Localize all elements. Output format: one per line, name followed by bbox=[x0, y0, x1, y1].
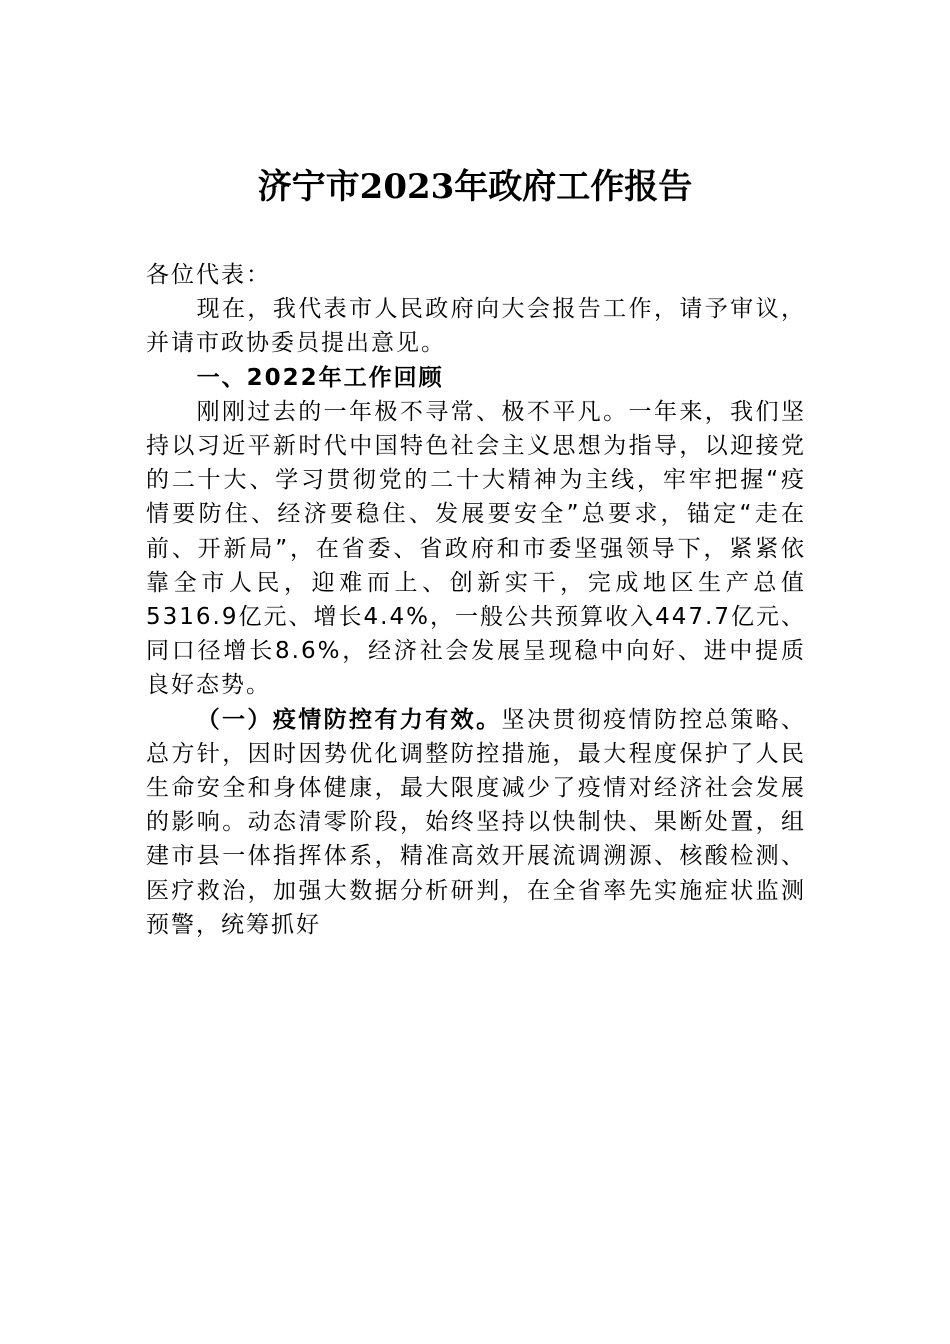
document-title: 济宁市2023年政府工作报告 bbox=[257, 167, 693, 207]
review-paragraph: 刚刚过去的一年极不寻常、极不平凡。一年来，我们坚持以习近平新时代中国特色社会主义思想为指导，以迎接党的二十大、学习贯彻党的二十大精神为主线，牢牢把握“疫情要防住、经济要稳住、发展要安全”总要求，锚定“走在前、开新局”，在省委、省政府和市委坚强领导下，紧紧依靠全市人民，迎难而上、创新实干，完成地区生产总值5316.9亿元、增长4.4%，一般公共预算收入447.7亿元、同口径增长8.6%，经济社会发展呈现稳中向好、进中提质良好态势。 bbox=[146, 398, 806, 699]
intro-paragraph: 现在，我代表市人民政府向大会报告工作，请予审议，并请市政协委员提出意见。 bbox=[146, 296, 806, 357]
document-body bbox=[146, 258, 806, 942]
salutation: 各位代表： bbox=[146, 262, 271, 288]
subsection-paragraph bbox=[146, 703, 806, 942]
section-heading: 一、2022年工作回顾 bbox=[196, 364, 444, 391]
subsection-text: 坚决贯彻疫情防控总策略、总方针，因时因势优化调整防控措施，最大程度保护了人民生命安全和身体健康，最大限度减少了疫情对经济社会发展的影响。动态清零阶段，始终坚持以快制快、果断处置，组建市县一体指挥体系，精准高效开展流调溯源、核酸检测、医疗救治，加强大数据分析研判，在全省率先实施症状监测预警，统筹抓好 bbox=[146, 706, 807, 938]
subsection-heading: （一）疫情防控有力有效。 bbox=[196, 706, 502, 733]
